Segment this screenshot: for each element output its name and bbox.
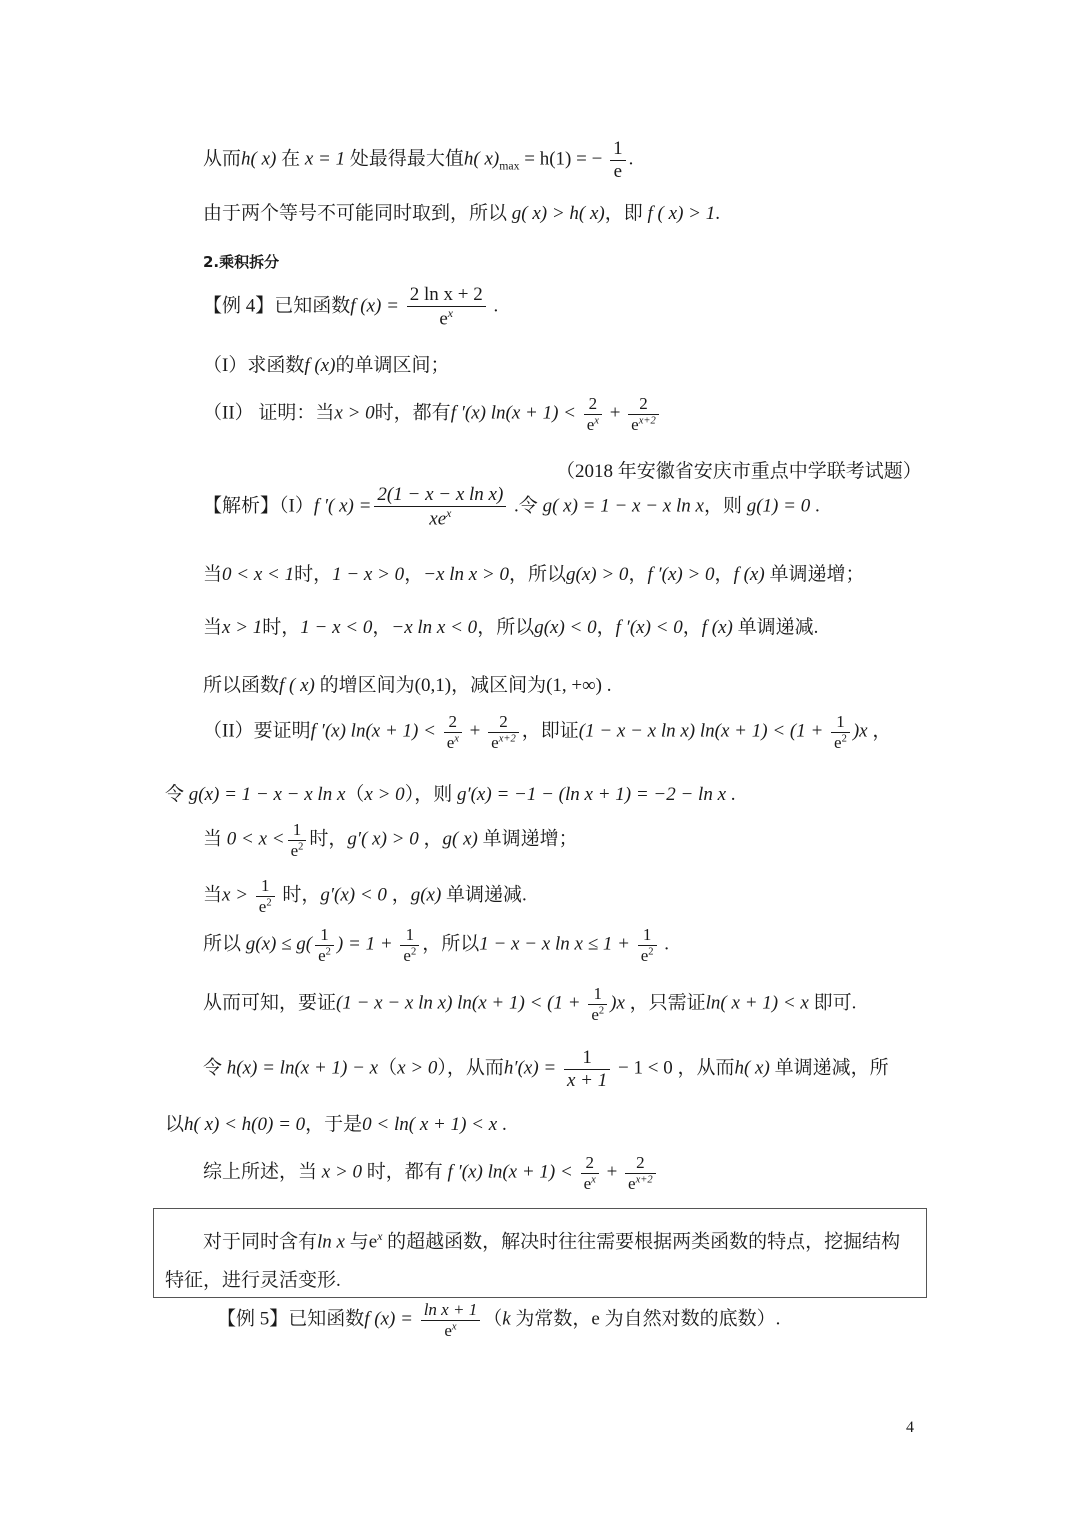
fraction-2-over-ex2: $\frac{2}{e^{x+2}}$ [488,712,519,752]
fraction-example-4: $\frac{\text{2 ln x + 2}}{e^x}$ [407,284,486,330]
fraction-2-over-ex2: $\frac{2}{e^{x+2}}$ [625,1153,656,1193]
reduction-step: 从而可知，要证(1 − x − x ln x) ln(x + 1) < (1 + $\frac{1}{e^2}$ )x ，只需证ln( x + 1) < x 即可. [203,984,857,1024]
g-maximum: 所以 g(x) ≤ g( $\frac{1}{e^2}$ ) = 1 + $\frac{1}{e^2}$ ，所以1 − x − x ln x ≤ 1 + $\frac{1}{e^2}$ . [203,925,670,965]
solution-part-1: 【解析】（I）f ′( x) = $\frac{\text{2(1 − x − x ln x)}}{xe^x}$ .令 g( x) = 1 − x − x ln x，则 g(1) = 0 . [203,484,820,530]
solution-part-2: （II）要证明f ′(x) ln(x + 1) < $\frac{2}{e^x}$ + $\frac{2}{e^{x+2}}$ ，即证(1 − x − x ln x) ln(x + 1) < (1 + $\frac{1}{e^2}$ )x ， [203,712,892,752]
note-line-1: 对于同时含有ln x 与$e^x$ 的超越函数，解决时往往需要根据两类函数的特点，挖掘结构 [203,1230,901,1253]
define-g: 令 g(x) = 1 − x − x ln x（x > 0），则 g′(x) = −1 − (ln x + 1) = −2 − ln x . [165,784,736,805]
monotonic-intervals: 所以函数f ( x) 的增区间为(0,1)，减区间为(1, +∞) . [203,675,612,696]
question-2: （II） 证明：当x > 0时，都有f ′(x) ln(x + 1) < $\frac{2}{e^x}$ + $\frac{2}{e^{x+2}}$ [203,394,662,434]
fraction-1-over-e2: $\frac{1}{e^2}$ [256,876,275,916]
case-increasing: 当0 < x < 1时，1 − x > 0，−x ln x > 0，所以g(x) > 0，f ′(x) > 0，f (x) 单调递增； [203,564,865,585]
fraction-1-over-e2: $\frac{1}{e^2}$ [400,925,419,965]
fraction-derivative: $\frac{\text{2(1 − x − x ln x)}}{xe^x}$ [374,484,506,530]
fraction-1-over-e2: $\frac{1}{e^2}$ [638,925,657,965]
define-h: 令 h(x) = ln(x + 1) − x（x > 0），从而h′(x) = $\frac{1}{x + 1}$ − 1 < 0 ，从而h( x) 单调递减，所 [203,1047,889,1091]
fraction-1-over-e: $\frac{1}{e}$ [610,138,626,183]
source-note: （2018 年安徽省安庆市重点中学联考试题） [556,461,922,482]
fraction-1-over-x-plus-1: $\frac{1}{x + 1}$ [564,1047,610,1092]
question-1: （I）求函数f (x)的单调区间； [203,355,450,376]
example-5-statement: 【例 5】已知函数f (x) = $\frac{\text{ln x + 1}}{e^x}$ （k 为常数，e 为自然对数的底数）. [217,1300,781,1340]
fraction-1-over-e2: $\frac{1}{e^2}$ [831,712,850,752]
note-line-2: 特征，进行灵活变形. [165,1270,341,1291]
case-g-increasing: 当 0 < x < $\frac{1}{e^2}$ 时，g′( x) > 0 ，g( x) 单调递增； [203,820,578,860]
fraction-2-over-ex: $\frac{2}{e^x}$ [444,712,462,752]
example-4-statement: 【例 4】已知函数f (x) = $\frac{\text{2 ln x + 2}}{e^x}$ . [203,284,499,330]
fraction-example-5: $\frac{\text{ln x + 1}}{e^x}$ [421,1300,481,1340]
fraction-1-over-e2: $\frac{1}{e^2}$ [315,925,334,965]
case-g-decreasing: 当x > $\frac{1}{e^2}$ 时，g′(x) < 0 ，g(x) 单调递减. [203,876,527,916]
section-heading: 2.乘积拆分 [203,253,280,271]
h-conclusion: 以h( x) < h(0) = 0，于是0 < ln( x + 1) < x . [165,1114,507,1135]
case-decreasing: 当x > 1时，1 − x < 0，−x ln x < 0，所以g(x) < 0，f ′(x) < 0，f (x) 单调递减. [203,617,819,638]
page-number: 4 [906,1419,914,1436]
line-max-value: 从而h( x) 在 x = 1 处最得最大值h( $x)_{max} = h(1)$ = − $\frac{1}{e}$ . [203,138,634,182]
fraction-2-over-ex: $\frac{2}{e^x}$ [584,394,602,434]
final-conclusion: 综上所述，当 x > 0 时，都有 f ′(x) ln(x + 1) < $\frac{2}{e^x}$ + $\frac{2}{e^{x+2}}$ [203,1153,659,1193]
fraction-1-over-e2: $\frac{1}{e^2}$ [588,984,607,1024]
fraction-2-over-ex2: $\frac{2}{e^{x+2}}$ [628,394,659,434]
fraction-2-over-ex: $\frac{2}{e^x}$ [581,1153,599,1193]
fraction-1-over-e2: $\frac{1}{e^2}$ [288,820,307,860]
line-conclusion-1: 由于两个等号不可能同时取到，所以 g( x) > h( x)，即 f ( x) > 1. [203,203,720,224]
